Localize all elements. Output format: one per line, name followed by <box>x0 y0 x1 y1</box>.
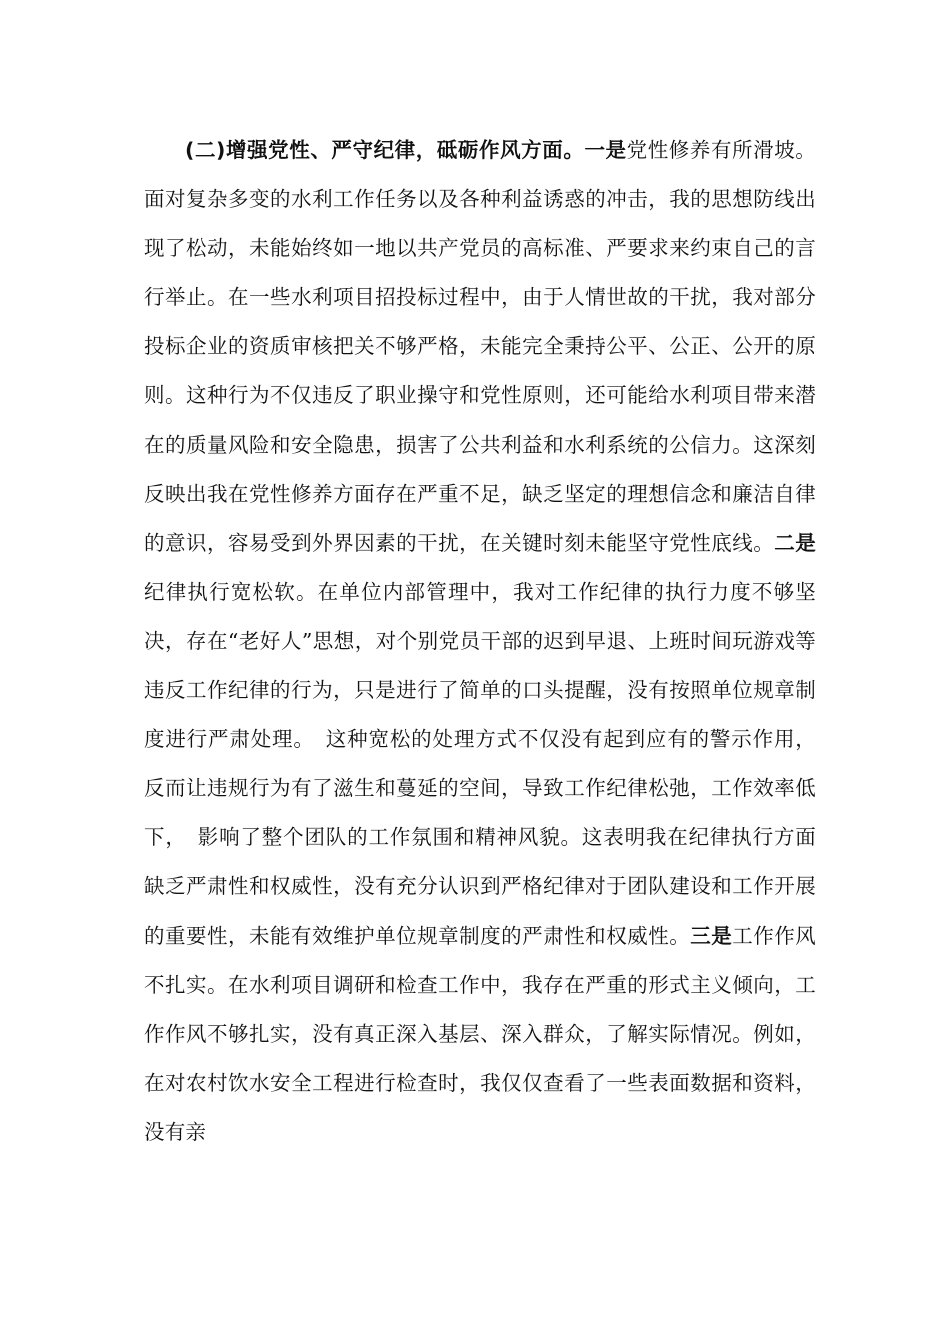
paragraph-text-2: 纪律执行宽松软。在单位内部管理中，我对工作纪律的执行力度不够坚决，存在“老好人”思想，对个别党员干部的迟到早退、上班时间玩游戏等违反工作纪律的行为，只是进行了简单的口头提醒，没有按照单位规章制度进行严肃处理。 这种宽松的处理方式不仅没有起到应有的警示作用，反而让违规行为有了滋生和蔓延的空间，导致工作纪律松弛，工作效率低下， 影响了整个团队的工作氛围和精神风貌。这表明我在纪律执行方面缺乏严肃性和权威性，没有充分认识到严格纪律对于团队建设和工作开展的重要性，未能有效维护单位规章制度的严肃性和权威性。 <box>144 579 816 948</box>
paragraph-text-3: 工作作风不扎实。在水利项目调研和检查工作中，我存在严重的形式主义倾向，工作作风不够扎实，没有真正深入基层、深入群众，了解实际情况。例如，在对农村饮水安全工程进行检查时，我仅仅查看了一些表面数据和资料，没有亲 <box>144 923 816 1144</box>
paragraph-text-1: 党性修养有所滑坡。面对复杂多变的水利工作任务以及各种利益诱惑的冲击，我的思想防线出现了松动，未能始终如一地以共产党员的高标准、严要求来约束自己的言行举止。在一些水利项目招投标过程中，由于人情世故的干扰，我对部分投标企业的资质审核把关不够严格，未能完全秉持公平、公正、公开的原则。这种行为不仅违反了职业操守和党性原则，还可能给水利项目带来潜在的质量风险和安全隐患，损害了公共利益和水利系统的公信力。这深刻反映出我在党性修养方面存在严重不足，缺乏坚定的理想信念和廉洁自律的意识，容易受到外界因素的干扰，在关键时刻未能坚守党性底线。 <box>144 138 816 555</box>
point-marker-1: 一是 <box>584 138 627 162</box>
body-paragraph <box>144 126 816 1157</box>
point-marker-3: 三是 <box>690 923 733 948</box>
point-marker-2: 二是 <box>774 530 817 555</box>
section-heading: (二)增强党性、严守纪律，砥砺作风方面。 <box>185 138 585 162</box>
